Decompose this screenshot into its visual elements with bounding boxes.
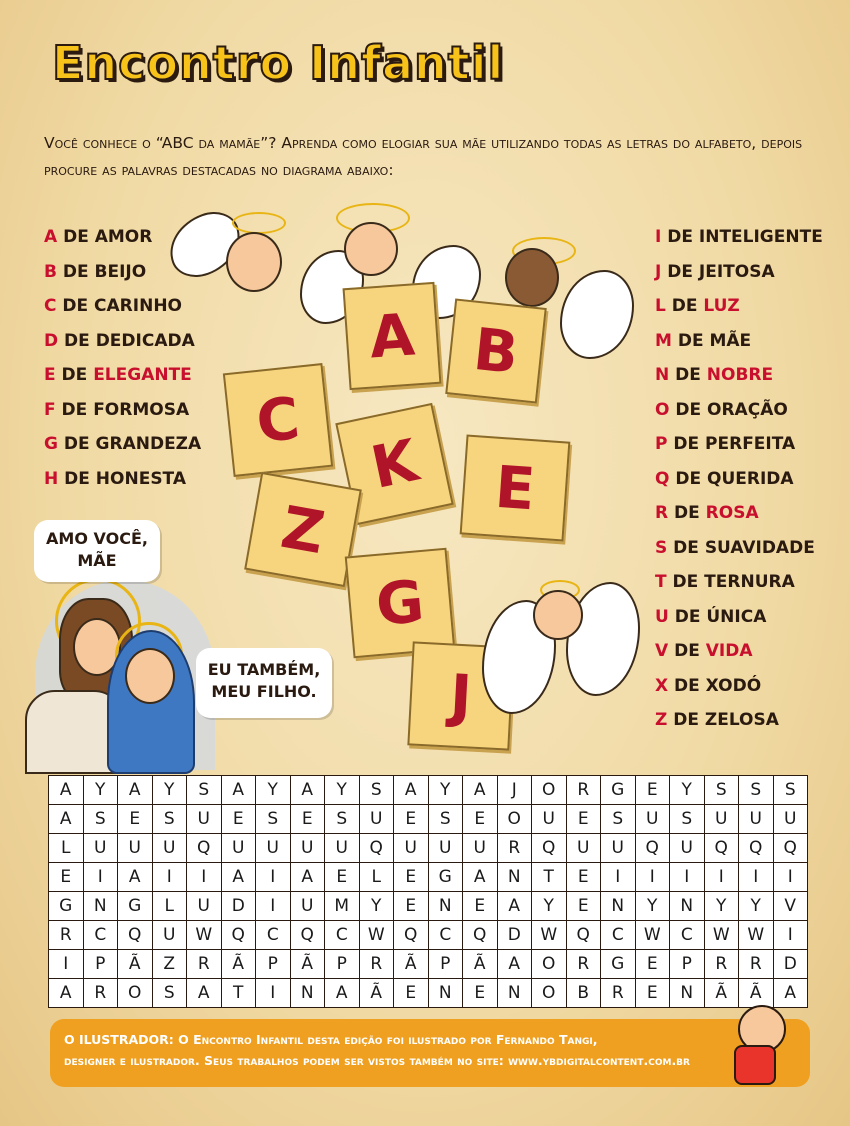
entry-prep: DE [671, 330, 710, 351]
letter-tile: Z [244, 472, 362, 587]
intro-text: Você conhece o “ABC da mamãe”? Aprenda como elogiar sua mãe utilizando todas as letras do alfabeto, depois procure as palavras destacadas no diagrama abaixo: [44, 134, 803, 179]
illustrator-credit [50, 1019, 810, 1087]
alphabet-entry [655, 289, 823, 324]
entry-prep: DE [57, 227, 95, 247]
grid-cell[interactable]: C [325, 921, 360, 950]
grid-cell[interactable]: W [739, 921, 774, 950]
entry-prep: DE [669, 468, 708, 489]
alphabet-list-right [655, 220, 823, 738]
entry-letter: Q [655, 468, 670, 489]
letter-tile: A [343, 282, 442, 390]
entry-letter: N [655, 365, 670, 385]
grid-cell[interactable]: Y [359, 892, 394, 921]
entry-letter: Z [655, 710, 668, 730]
grid-cell[interactable]: R [601, 979, 636, 1008]
grid-cell[interactable]: S [325, 805, 360, 834]
entry-letter: F [44, 399, 56, 420]
grid-cell[interactable]: W [704, 921, 739, 950]
grid-cell[interactable]: E [463, 892, 498, 921]
grid-cell[interactable]: U [221, 834, 256, 863]
grid-row [49, 863, 808, 892]
halo-icon [232, 212, 286, 234]
grid-cell[interactable]: W [635, 921, 670, 950]
grid-cell[interactable]: I [83, 863, 118, 892]
entry-letter: M [655, 330, 672, 351]
grid-cell[interactable]: A [497, 950, 532, 979]
grid-cell[interactable]: P [670, 950, 705, 979]
grid-cell[interactable]: O [118, 979, 153, 1008]
entry-word: GRANDEZA [95, 434, 202, 454]
grid-cell[interactable]: A [325, 979, 360, 1008]
grid-cell[interactable]: R [739, 950, 774, 979]
entry-letter: I [655, 227, 662, 247]
grid-cell[interactable]: E [290, 805, 325, 834]
grid-cell[interactable]: U [118, 834, 153, 863]
grid-cell[interactable]: Q [394, 921, 429, 950]
grid-cell[interactable]: N [83, 892, 118, 921]
grid-cell[interactable]: L [359, 863, 394, 892]
entry-letter: G [44, 434, 58, 454]
alphabet-entry [655, 496, 823, 531]
grid-cell[interactable]: R [187, 950, 222, 979]
alphabet-entry [44, 427, 201, 462]
grid-cell[interactable]: Q [118, 921, 153, 950]
grid-cell[interactable]: C [601, 921, 636, 950]
entry-prep: DE [56, 261, 95, 282]
entry-letter: A [44, 227, 58, 247]
alphabet-entry [655, 393, 823, 428]
grid-cell[interactable]: Y [739, 892, 774, 921]
entry-word: ZELOSA [704, 710, 779, 730]
grid-cell[interactable]: Y [256, 776, 291, 805]
entry-word: INTELIGENTE [698, 227, 823, 247]
entry-word: CARINHO [94, 296, 183, 316]
grid-cell[interactable]: Y [670, 776, 705, 805]
speech-bubble-child: AMO VOCÊ, MÃE [34, 520, 160, 582]
grid-cell[interactable]: I [49, 950, 84, 979]
grid-cell[interactable]: P [428, 950, 463, 979]
alphabet-entry [44, 462, 201, 497]
grid-cell[interactable]: A [49, 979, 84, 1008]
entry-letter: R [655, 503, 669, 523]
grid-cell[interactable]: U [428, 834, 463, 863]
entry-word: BEIJO [94, 261, 147, 282]
entry-letter: S [655, 537, 668, 558]
alphabet-entry [655, 703, 823, 738]
entry-prep: DE [58, 330, 96, 351]
entry-word: PERFEITA [705, 434, 796, 454]
credit-line-2: designer e ilustrador. Seus trabalhos podem ser vistos também no site: www.ybdigitalcontent.com.br [64, 1053, 690, 1068]
grid-cell[interactable]: E [325, 863, 360, 892]
entry-prep: DE [55, 365, 94, 385]
letter-tile: J [407, 641, 514, 750]
grid-cell[interactable]: A [49, 776, 84, 805]
grid-cell[interactable]: W [359, 921, 394, 950]
grid-cell[interactable]: C [83, 921, 118, 950]
grid-cell[interactable]: I [739, 863, 774, 892]
grid-cell[interactable]: A [463, 776, 498, 805]
grid-cell[interactable]: U [635, 805, 670, 834]
grid-cell[interactable]: A [290, 863, 325, 892]
grid-cell[interactable]: Y [532, 892, 567, 921]
entry-word: FORMOSA [93, 399, 190, 420]
grid-cell[interactable]: O [532, 776, 567, 805]
entry-word: DEDICADA [95, 330, 195, 351]
grid-cell[interactable]: N [601, 892, 636, 921]
grid-cell[interactable]: U [670, 834, 705, 863]
alphabet-entry [44, 358, 201, 393]
entry-word: SUAVIDADE [704, 537, 815, 558]
entry-letter: H [44, 468, 59, 489]
grid-cell[interactable]: O [532, 950, 567, 979]
angel-wing [560, 270, 634, 359]
grid-cell[interactable]: Ã [290, 950, 325, 979]
grid-cell[interactable]: U [290, 834, 325, 863]
grid-cell[interactable]: I [704, 863, 739, 892]
entry-word: AMOR [94, 227, 153, 247]
angel-head [344, 222, 398, 276]
page-title: Encontro Infantil [52, 36, 505, 90]
alphabet-entry [44, 289, 201, 324]
grid-cell[interactable]: A [49, 805, 84, 834]
grid-cell[interactable]: E [118, 805, 153, 834]
letter-tile: G [345, 548, 456, 659]
grid-cell[interactable]: Ã [221, 950, 256, 979]
grid-cell[interactable]: S [773, 776, 808, 805]
entry-prep: DE [57, 434, 96, 454]
alphabet-entry [655, 220, 823, 255]
entry-word: QUERIDA [707, 468, 794, 489]
entry-prep: DE [667, 537, 705, 558]
grid-cell[interactable]: Q [739, 834, 774, 863]
entry-prep: DE [667, 710, 705, 730]
grid-cell[interactable]: M [325, 892, 360, 921]
grid-cell[interactable]: U [566, 834, 601, 863]
grid-row [49, 921, 808, 950]
grid-cell[interactable]: I [635, 863, 670, 892]
entry-letter: E [44, 365, 56, 385]
grid-cell[interactable]: U [739, 805, 774, 834]
credit-line-1: O ILUSTRADOR: O Encontro Infantil desta edição foi ilustrado por Fernando Tangi, [64, 1032, 598, 1047]
entry-word: NOBRE [706, 365, 774, 385]
grid-cell[interactable]: A [221, 863, 256, 892]
grid-cell[interactable]: L [152, 892, 187, 921]
word-search-grid [48, 775, 808, 1008]
grid-cell[interactable]: S [187, 776, 222, 805]
grid-cell[interactable]: Ã [739, 979, 774, 1008]
grid-cell[interactable]: Ã [704, 979, 739, 1008]
entry-letter: L [655, 296, 666, 316]
entry-prep: DE [668, 641, 706, 661]
grid-cell[interactable]: R [566, 950, 601, 979]
grid-cell[interactable]: I [670, 863, 705, 892]
entry-word: ORAÇÃO [707, 399, 788, 420]
grid-cell[interactable]: E [221, 805, 256, 834]
grid-cell[interactable]: O [497, 805, 532, 834]
grid-row [49, 834, 808, 863]
grid-cell[interactable]: Q [221, 921, 256, 950]
grid-cell[interactable]: Y [704, 892, 739, 921]
grid-cell[interactable]: W [532, 921, 567, 950]
alphabet-entry [655, 565, 823, 600]
entry-word: ÚNICA [706, 606, 767, 627]
grid-cell[interactable]: N [497, 979, 532, 1008]
grid-cell[interactable]: S [601, 805, 636, 834]
alphabet-entry [44, 393, 201, 428]
grid-cell[interactable]: P [325, 950, 360, 979]
grid-cell[interactable]: Q [463, 921, 498, 950]
grid-cell[interactable]: T [221, 979, 256, 1008]
entry-word: VIDA [705, 641, 753, 661]
entry-word: ROSA [705, 503, 759, 523]
grid-row [49, 776, 808, 805]
grid-cell[interactable]: S [152, 805, 187, 834]
grid-cell[interactable]: E [394, 892, 429, 921]
grid-cell[interactable]: C [670, 921, 705, 950]
entry-letter: V [655, 641, 669, 661]
alphabet-entry [655, 358, 823, 393]
entry-word: ELEGANTE [93, 365, 192, 385]
grid-cell[interactable]: C [428, 921, 463, 950]
entry-word: MÃE [709, 330, 752, 351]
grid-cell[interactable]: U [773, 805, 808, 834]
grid-cell[interactable]: E [566, 892, 601, 921]
entry-letter: C [44, 296, 57, 316]
grid-cell[interactable]: Y [428, 776, 463, 805]
grid-cell[interactable]: A [773, 979, 808, 1008]
entry-prep: DE [661, 261, 699, 282]
alphabet-entry [655, 255, 823, 290]
grid-cell[interactable]: Q [773, 834, 808, 863]
grid-cell[interactable]: A [290, 776, 325, 805]
grid-cell[interactable]: R [566, 776, 601, 805]
grid-cell[interactable]: U [256, 834, 291, 863]
grid-cell[interactable]: A [187, 979, 222, 1008]
entry-letter: X [655, 675, 669, 696]
entry-word: LUZ [703, 296, 740, 316]
grid-cell[interactable]: I [773, 921, 808, 950]
entry-letter: D [44, 330, 59, 351]
grid-cell[interactable]: E [566, 863, 601, 892]
entry-word: XODÓ [705, 675, 762, 696]
grid-cell[interactable]: Y [83, 776, 118, 805]
grid-cell[interactable]: U [187, 892, 222, 921]
grid-cell[interactable]: U [152, 921, 187, 950]
entry-prep: DE [668, 606, 707, 627]
letter-tile: C [223, 363, 333, 477]
entry-letter: U [655, 606, 669, 627]
grid-cell[interactable]: D [497, 921, 532, 950]
grid-cell[interactable]: S [428, 805, 463, 834]
grid-cell[interactable]: E [635, 979, 670, 1008]
grid-cell[interactable]: P [83, 950, 118, 979]
grid-cell[interactable]: U [187, 805, 222, 834]
grid-row [49, 805, 808, 834]
entry-prep: DE [668, 503, 706, 523]
grid-cell[interactable]: N [290, 979, 325, 1008]
grid-cell[interactable]: I [256, 979, 291, 1008]
grid-cell[interactable]: Q [532, 834, 567, 863]
entry-word: TERNURA [704, 572, 795, 592]
grid-cell[interactable]: I [601, 863, 636, 892]
angel-head [505, 248, 559, 307]
grid-cell[interactable]: N [428, 979, 463, 1008]
entry-prep: DE [55, 399, 94, 420]
grid-cell[interactable]: R [359, 950, 394, 979]
grid-row [49, 892, 808, 921]
entry-prep: DE [58, 468, 96, 489]
entry-prep: DE [661, 227, 699, 247]
mascot-illustration [720, 1005, 790, 1090]
grid-cell[interactable]: U [463, 834, 498, 863]
grid-cell[interactable]: T [532, 863, 567, 892]
grid-cell[interactable]: P [256, 950, 291, 979]
grid-cell[interactable]: A [118, 863, 153, 892]
grid-cell[interactable]: I [773, 863, 808, 892]
grid-cell[interactable]: R [497, 834, 532, 863]
alphabet-entry [655, 531, 823, 566]
entry-word: HONESTA [95, 468, 186, 489]
grid-cell[interactable]: Q [359, 834, 394, 863]
grid-cell[interactable]: A [118, 776, 153, 805]
grid-cell[interactable]: W [187, 921, 222, 950]
grid-cell[interactable]: A [497, 892, 532, 921]
grid-cell[interactable]: D [221, 892, 256, 921]
entry-prep: DE [667, 434, 706, 454]
grid-cell[interactable]: Y [325, 776, 360, 805]
jesus-mary-illustration [15, 580, 215, 770]
grid-cell[interactable]: U [532, 805, 567, 834]
grid-cell[interactable]: E [635, 950, 670, 979]
alphabet-entry [655, 427, 823, 462]
grid-cell[interactable]: Ã [463, 950, 498, 979]
grid-cell[interactable]: E [566, 805, 601, 834]
grid-cell[interactable]: S [83, 805, 118, 834]
angel-head [226, 232, 282, 292]
entry-letter: J [655, 261, 662, 282]
entry-prep: DE [666, 572, 705, 592]
grid-cell[interactable]: O [532, 979, 567, 1008]
letter-tile: K [335, 403, 453, 525]
alphabet-entry [655, 324, 823, 359]
grid-cell[interactable]: N [497, 863, 532, 892]
grid-cell[interactable]: U [359, 805, 394, 834]
grid-cell[interactable]: E [394, 979, 429, 1008]
grid-cell[interactable]: E [463, 805, 498, 834]
grid-cell[interactable]: Ã [359, 979, 394, 1008]
grid-cell[interactable]: B [566, 979, 601, 1008]
grid-cell[interactable]: D [773, 950, 808, 979]
grid-cell[interactable]: N [428, 892, 463, 921]
entry-word: JEITOSA [698, 261, 775, 282]
grid-cell[interactable]: Z [152, 950, 187, 979]
entry-prep: DE [669, 365, 707, 385]
grid-cell[interactable]: V [773, 892, 808, 921]
grid-cell[interactable]: Y [152, 776, 187, 805]
grid-cell[interactable]: Q [704, 834, 739, 863]
grid-cell[interactable]: R [704, 950, 739, 979]
alphabet-entry [655, 462, 823, 497]
grid-cell[interactable]: E [635, 776, 670, 805]
grid-cell[interactable]: A [463, 863, 498, 892]
grid-cell[interactable]: U [704, 805, 739, 834]
entry-prep: DE [56, 296, 95, 316]
grid-cell[interactable]: N [670, 979, 705, 1008]
grid-cell[interactable]: G [601, 950, 636, 979]
grid-cell[interactable]: U [601, 834, 636, 863]
alphabet-entry [44, 324, 201, 359]
grid-cell[interactable]: Q [290, 921, 325, 950]
grid-cell[interactable]: Q [635, 834, 670, 863]
grid-cell[interactable]: E [394, 863, 429, 892]
speech-bubble-mother: EU TAMBÉM, MEU FILHO. [196, 648, 332, 718]
grid-cell[interactable]: G [428, 863, 463, 892]
letter-tile: B [445, 298, 547, 403]
grid-cell[interactable]: Q [187, 834, 222, 863]
grid-cell[interactable]: R [83, 979, 118, 1008]
alphabet-entry [655, 600, 823, 635]
grid-cell[interactable]: Y [635, 892, 670, 921]
entry-prep: DE [669, 399, 708, 420]
entry-letter: T [655, 572, 667, 592]
grid-row [49, 950, 808, 979]
grid-cell[interactable]: G [601, 776, 636, 805]
entry-letter: O [655, 399, 670, 420]
letter-tile: E [460, 434, 571, 541]
grid-cell[interactable]: U [325, 834, 360, 863]
grid-cell[interactable]: U [394, 834, 429, 863]
alphabet-entry [655, 634, 823, 669]
alphabet-entry [655, 669, 823, 704]
grid-cell[interactable]: Ã [394, 950, 429, 979]
angel-head [533, 590, 583, 640]
grid-row [49, 979, 808, 1008]
grid-cell[interactable]: S [739, 776, 774, 805]
grid-cell[interactable]: U [83, 834, 118, 863]
grid-cell[interactable]: S [256, 805, 291, 834]
grid-cell[interactable]: S [152, 979, 187, 1008]
entry-prep: DE [668, 675, 706, 696]
grid-cell[interactable]: J [497, 776, 532, 805]
grid-cell[interactable]: I [256, 863, 291, 892]
grid-cell[interactable]: R [49, 921, 84, 950]
grid-cell[interactable]: S [670, 805, 705, 834]
grid-cell[interactable]: N [670, 892, 705, 921]
grid-cell[interactable]: I [187, 863, 222, 892]
grid-cell[interactable]: L [49, 834, 84, 863]
grid-cell[interactable]: S [704, 776, 739, 805]
grid-cell[interactable]: I [256, 892, 291, 921]
grid-cell[interactable]: U [290, 892, 325, 921]
entry-letter: P [655, 434, 668, 454]
grid-cell[interactable]: E [463, 979, 498, 1008]
grid-cell[interactable]: C [256, 921, 291, 950]
entry-letter: B [44, 261, 57, 282]
grid-cell[interactable]: E [394, 805, 429, 834]
grid-cell[interactable]: G [49, 892, 84, 921]
entry-prep: DE [665, 296, 704, 316]
grid-cell[interactable]: A [221, 776, 256, 805]
grid-cell[interactable]: G [118, 892, 153, 921]
grid-cell[interactable]: Q [566, 921, 601, 950]
grid-cell[interactable]: I [152, 863, 187, 892]
grid-cell[interactable]: Ã [118, 950, 153, 979]
grid-cell[interactable]: S [359, 776, 394, 805]
grid-cell[interactable]: A [394, 776, 429, 805]
grid-cell[interactable]: E [49, 863, 84, 892]
grid-cell[interactable]: U [152, 834, 187, 863]
